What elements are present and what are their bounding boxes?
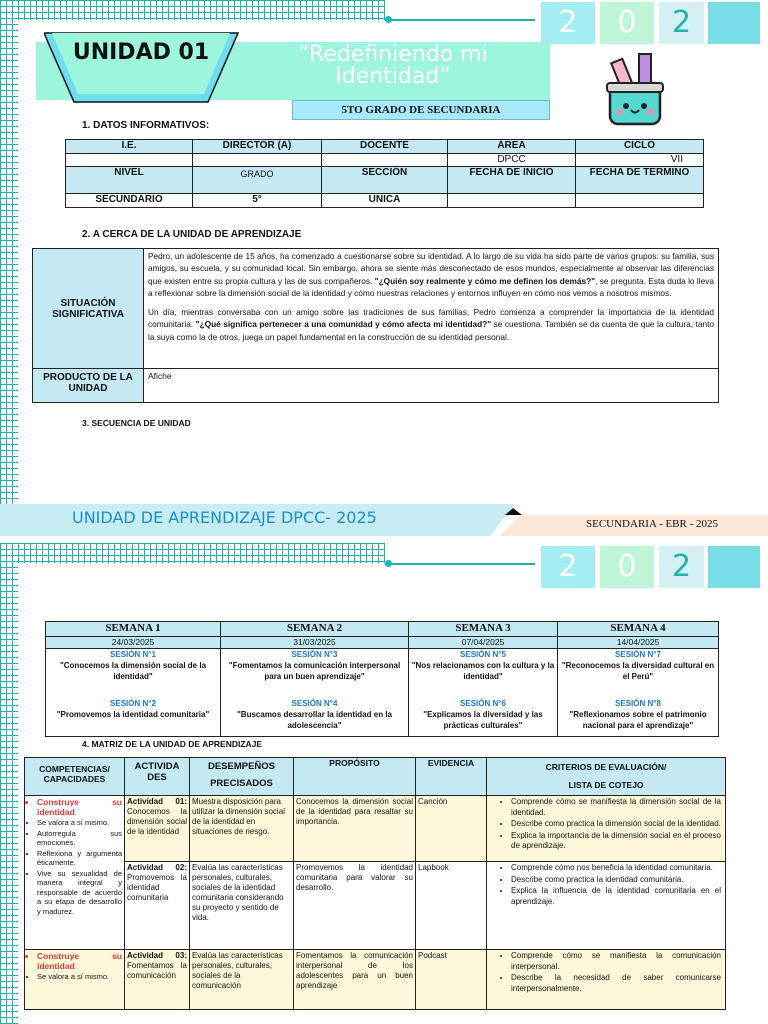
criterios-line-1: CRITERIOS DE EVALUACIÓN/: [545, 762, 667, 772]
week-4-title: SEMANA 4: [558, 622, 719, 637]
session-8-title: "Reflexionamos sobre el patrimonio nacional para el aprendizaje": [569, 710, 707, 730]
week-3-title: SEMANA 3: [409, 622, 558, 637]
situacion-p1c: , se pregunta. Esta duda lo lleva a reflexionar sobre la dimensión social de la identidad y cómo nuestras relaciones y entornos influyen en cómo nos vemos a nosotros mismos.: [148, 275, 714, 298]
proposito-2: Promovemos la identidad comunitaria para valorar su desarrollo.: [294, 862, 416, 950]
header-ie: I.E.: [66, 140, 193, 154]
value-ciclo: VII: [576, 154, 704, 167]
grid-decoration-left-2: [0, 543, 18, 1024]
criterios-2: [487, 862, 726, 950]
week-4-date: 14/04/2025: [558, 637, 719, 649]
session-7-title: "Reconocemos la diversidad cultural en el Perú": [561, 661, 715, 681]
criterios-line-2: LISTA DE COTEJO: [568, 780, 644, 790]
grid-decoration-top: [0, 0, 385, 20]
session-6-label: SESIÓN N°6: [460, 699, 506, 708]
semanas-table: [45, 621, 719, 737]
year-digit-4-p2: [708, 546, 760, 588]
session-1-title: "Conocemos la dimensión social de la identidad": [59, 661, 207, 681]
value-ie: [66, 154, 193, 167]
situacion-question-1: "¿Quién soy realmente y cómo me definen los demás?": [374, 275, 596, 286]
competencia-1-title: • Construye su identidad: [37, 798, 122, 817]
value-area: DPCC: [448, 154, 576, 167]
session-5-title: "Nos relacionamos con la cultura y la identidad": [411, 661, 555, 681]
value-seccion: UNICA: [322, 194, 448, 208]
header-grado: GRADO: [193, 167, 322, 194]
year-digit-3-p2: 2: [659, 546, 704, 588]
year-digit-2-p2: 0: [600, 546, 654, 588]
week-2-sessions: [221, 649, 409, 737]
header-director: DIRECTOR (A): [193, 140, 322, 154]
competencia-1: [25, 796, 125, 950]
criterio-3-1: • Comprende cómo se manifiesta la comunicación interpersonal.: [511, 951, 721, 972]
session-2-title: "Promovemos la identidad comunitaria": [56, 710, 210, 719]
value-grado: 5°: [193, 194, 322, 208]
section-4-title: 4. MATRIZ DE LA UNIDAD DE APRENDIZAJE: [82, 739, 263, 749]
criterio-2-1: • Comprende cómo nos beneficia la identidad comunitaria.: [511, 863, 721, 874]
session-1-label: SESIÓN N°1: [110, 650, 156, 659]
matriz-table: [24, 757, 726, 1010]
situacion-p2a: Un día, mientras conversaba con un amigo sobre las tradiciones de sus familias, Pedro comienza a comprender la importancia de la identidad comunitaria.: [148, 307, 714, 330]
unit-title: “Redefiniendo mi Identidad”: [298, 42, 488, 89]
session-6-title: "Explicamos la diversidad y las prácticas culturales": [423, 710, 543, 730]
header-area: ÁREA: [448, 140, 576, 154]
week-2-date: 31/03/2025: [221, 637, 409, 649]
evidencia-1: Canción: [416, 796, 487, 862]
situacion-label: SITUACIÓN SIGNIFICATIVA: [33, 249, 144, 369]
criterio-2-2: • Describe como practica la identidad comunitaria.: [511, 875, 721, 886]
proposito-3: Fomentamos la comunicación interpersonal de los adolescentes para un buen aprendizaje: [294, 950, 416, 1010]
actividad-3: [125, 950, 190, 1010]
grade-banner: 5TO GRADO DE SECUNDARIA: [292, 100, 550, 120]
section-3-title: 3. SECUENCIA DE UNIDAD: [82, 418, 191, 428]
actividad-3-text: Fomentamos la comunicación: [127, 961, 187, 980]
grid-decoration-top-2: [0, 543, 385, 563]
session-8-label: SESIÓN N°8: [615, 699, 661, 708]
session-4-title: "Buscamos desarrollar la identidad en la adolescencia": [237, 710, 392, 730]
week-1-title: SEMANA 1: [46, 622, 221, 637]
criterios-1: [487, 796, 726, 862]
footer-right-text: SECUNDARIA - EBR - 2025: [586, 518, 719, 530]
value-director: [193, 154, 322, 167]
session-5-label: SESIÓN N°5: [460, 650, 506, 659]
header-evidencia: EVIDENCIA: [416, 758, 487, 796]
situacion-p2c: se cuestiona. También se da cuenta de que la cultura, tanto la suya como la de otros, juega un papel fundamental en la construcción de su identidad personal.: [148, 319, 714, 342]
criterio-3-2: • Describe la necesidad de saber comunicarse interpersonalmente.: [511, 973, 721, 994]
year-digit-4-partial: [708, 2, 760, 44]
grid-decoration-left: [0, 0, 18, 505]
capacidad-3: • Reflexiona y argumenta éticamente.: [37, 849, 122, 868]
producto-value: Afiche: [144, 369, 719, 403]
capacidad-4: • Vive su sexualidad de manera integral y responsable de acuerdo a su etapa de desarrollo y madurez.: [37, 869, 122, 917]
header-fecha-inicio: FECHA DE INICIO: [448, 167, 576, 194]
situacion-text: [144, 249, 719, 369]
value-nivel: SECUNDARIO: [66, 194, 193, 208]
value-fecha-termino: [576, 194, 704, 208]
session-3-title: "Fomentamos la comunicación interpersonal para un buen aprendizaje": [228, 661, 401, 681]
header-line: [385, 19, 535, 21]
competencia-2: [25, 950, 125, 1010]
week-2-title: SEMANA 2: [221, 622, 409, 637]
criterio-1-3: • Explica la importancia de la dimensión social en el proceso de aprendizaje.: [511, 831, 721, 852]
header-proposito: PROPÓSITO: [294, 758, 416, 796]
criterios-3: [487, 950, 726, 1010]
actividad-3-label: Actividad 03:: [127, 951, 187, 960]
header-docente: DOCENTE: [322, 140, 448, 154]
actividad-1: [125, 796, 190, 862]
year-digit-1: 2: [541, 2, 595, 44]
desempeno-1: Muestra disposición para utilizar la dimensión social de la identidad en situaciones de riesgo.: [190, 796, 294, 862]
section-1-title: 1. DATOS INFORMATIVOS:: [82, 120, 210, 131]
criterio-1-1: • Comprende cómo se manifiesta la dimensión social de la identidad.: [511, 797, 721, 818]
value-fecha-inicio: [448, 194, 576, 208]
actividad-1-label: Actividad 01:: [127, 797, 187, 806]
unit-label: UNIDAD 01: [72, 40, 210, 65]
header-nivel: NIVEL: [66, 167, 193, 194]
header-fecha-termino: FECHA DE TERMINO: [576, 167, 704, 194]
line-dot: [385, 16, 392, 23]
proposito-1: Conocemos la dimensión social de la identidad para resaltar su importancia.: [294, 796, 416, 862]
header-actividades: ACTIVIDA DES: [125, 758, 190, 796]
situacion-p1a: Pedro, un adolescente de 15 años, ha comenzado a cuestionarse sobre su identidad. A lo largo de su vida ha sido parte de varios grupos: su familia, sus amigos, su escuela, y su comunidad local. Sin embargo, ahora se siente más desconectado de esos mundos, especialmente al observar las diferencias que existen entre su propia cultura y las de sus compañeros.: [148, 251, 714, 286]
desempeno-3: Evalúa las características personales, culturales, sociales de la comunicación: [190, 950, 294, 1010]
evidencia-3: Podcast: [416, 950, 487, 1010]
actividad-2: [125, 862, 190, 950]
competencia-2-title: • Construye su identidad: [37, 952, 122, 971]
criterio-1-2: • Describe como practica la dimensión social de la identidad.: [511, 819, 721, 830]
actividad-2-label: Actividad 02:: [127, 863, 187, 872]
footer-left-title: UNIDAD DE APRENDIZAJE DPCC- 2025: [72, 508, 377, 527]
year-digit-3: 2: [659, 2, 704, 44]
datos-table: [65, 139, 704, 208]
capacidad-2-1: • Se valora a sí mismo.: [37, 972, 122, 982]
situacion-question-2: "¿Qué significa pertenecer a una comunidad y cómo afecta mi identidad?": [195, 319, 492, 330]
week-3-date: 07/04/2025: [409, 637, 558, 649]
year-digit-1-p2: 2: [541, 546, 595, 588]
value-docente: [322, 154, 448, 167]
producto-label: PRODUCTO DE LA UNIDAD: [33, 369, 144, 403]
header-criterios: [487, 758, 726, 796]
header-desempenos: DESEMPEÑOS PRECISADOS: [190, 758, 294, 796]
criterio-2-3: • Explica la influencia de la identidad comunitaria en el aprendizaje.: [511, 886, 721, 907]
week-1-date: 24/03/2025: [46, 637, 221, 649]
week-1-sessions: [46, 649, 221, 737]
pencil-cup-icon: [606, 52, 664, 132]
header-ciclo: CICLO: [576, 140, 704, 154]
year-digit-2: 0: [600, 2, 654, 44]
evidencia-2: Lapbook: [416, 862, 487, 950]
actividad-1-text: Conocemos la dimensión social de la identidad: [127, 807, 187, 836]
session-4-label: SESIÓN N°4: [291, 699, 338, 708]
header-line-2: [385, 563, 535, 565]
session-2-label: SESIÓN N°2: [110, 699, 156, 708]
capacidad-2: • Autorregula sus emociones.: [37, 829, 122, 848]
session-7-label: SESIÓN N°7: [615, 650, 661, 659]
capacidad-1: • Se valora a sí mismo.: [37, 818, 122, 828]
section-2-title: 2. A CERCA DE LA UNIDAD DE APRENDIZAJE: [82, 229, 302, 240]
actividad-2-text: Promovemos la identidad comunitaria: [127, 873, 187, 902]
unidad-table: [32, 248, 719, 403]
week-4-sessions: [558, 649, 719, 737]
header-competencias: COMPETENCIAS/ CAPACIDADES: [25, 758, 125, 796]
week-3-sessions: [409, 649, 558, 737]
line-dot-2: [385, 560, 392, 567]
header-seccion: SECCIÓN: [322, 167, 448, 194]
session-3-label: SESIÓN N°3: [291, 650, 338, 659]
desempeno-2: Evalúa las características personales, culturales, sociales de la identidad comunitaria considerando su proyecto y sentido de vida.: [190, 862, 294, 950]
